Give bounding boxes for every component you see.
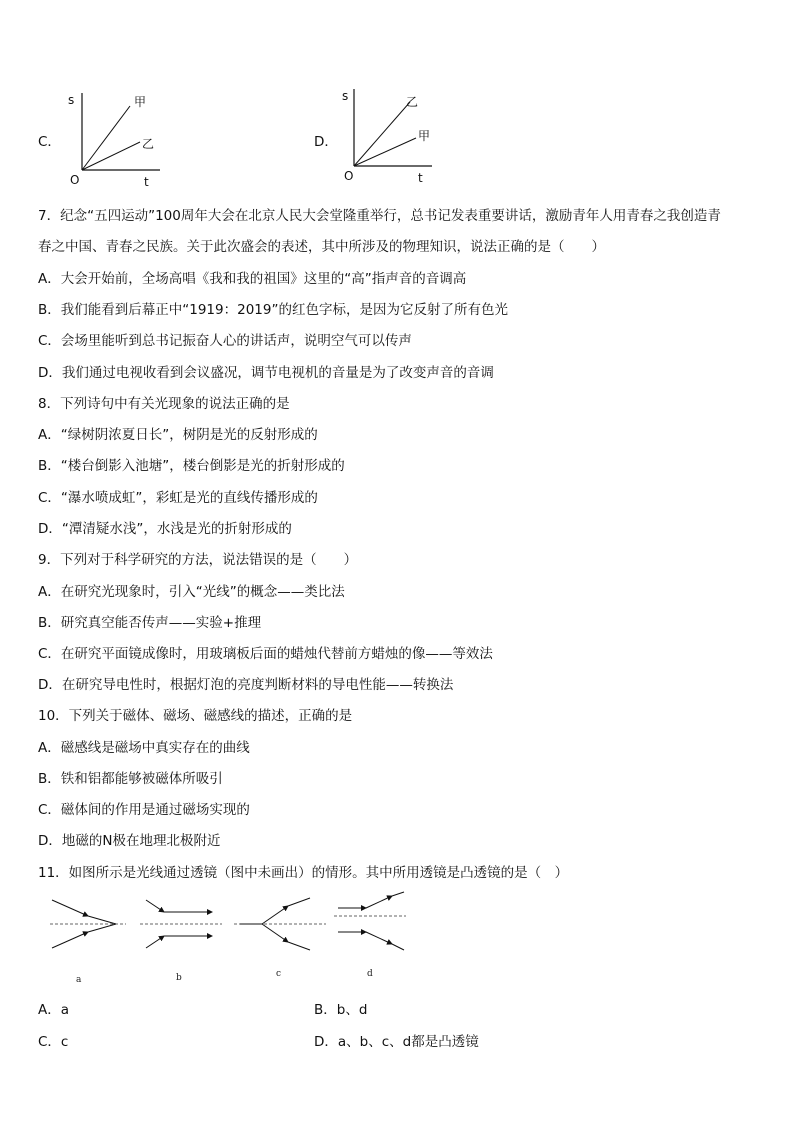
q8-option-a: A．“绿树阴浓夏日长”，树阴是光的反射形成的 xyxy=(38,427,318,443)
q9-stem: 9．下列对于科学研究的方法，说法错误的是（ ） xyxy=(38,552,358,568)
q7-option-d: D．我们通过电视收看到会议盛况，调节电视机的音量是为了改变声音的音调 xyxy=(38,365,494,381)
q7-option-c: C．会场里能听到总书记振奋人心的讲话声，说明空气可以传声 xyxy=(38,333,412,349)
figure-b-label: b xyxy=(176,973,182,983)
origin-label: O xyxy=(344,169,354,183)
figure-a-label: a xyxy=(76,975,82,985)
lens-diagram-a xyxy=(50,900,126,985)
figure-d-label: d xyxy=(367,969,373,979)
q10-option-c: C．磁体间的作用是通过磁场实现的 xyxy=(38,802,250,818)
q6-option-d-letter: D． xyxy=(314,134,338,150)
axis-t-label: t xyxy=(144,175,149,189)
q10-option-d: D．地磁的N极在地理北极附近 xyxy=(38,833,221,849)
q11-stem: 11．如图所示是光线通过透镜（图中未画出）的情形。其中所用透镜是凸透镜的是（ ） xyxy=(38,865,569,881)
q9-option-c: C．在研究平面镜成像时，用玻璃板后面的蜡烛代替前方蜡烛的像——等效法 xyxy=(38,646,493,662)
q10-option-a: A．磁感线是磁场中真实存在的曲线 xyxy=(38,740,250,756)
q9-option-a: A．在研究光现象时，引入“光线”的概念——类比法 xyxy=(38,584,345,600)
figure-c-label: c xyxy=(276,969,282,979)
q11-option-a: A．a xyxy=(38,1002,70,1018)
q11-option-c: C．c xyxy=(38,1034,69,1050)
q7-stem-line1: 7．纪念“五四运动”100周年大会在北京人民大会堂隆重举行，总书记发表重要讲话，激励青年人用青春之我创造青 xyxy=(38,208,721,224)
q7-option-a: A．大会开始前，全场高唱《我和我的祖国》这里的“高”指声音的音调高 xyxy=(38,271,467,287)
q11-option-b: B．b、d xyxy=(314,1002,368,1018)
q7-option-b: B．我们能看到后幕正中“1919：2019”的红色字标，是因为它反射了所有色光 xyxy=(38,302,508,318)
q9-option-b: B．研究真空能否传声——实验+推理 xyxy=(38,615,262,631)
line-jia-label: 甲 xyxy=(418,129,431,143)
origin-label: O xyxy=(70,173,80,187)
axis-s-label: s xyxy=(342,89,349,103)
lens-diagram-d xyxy=(334,892,406,979)
q8-option-c: C．“瀑水喷成虹”，彩虹是光的直线传播形成的 xyxy=(38,490,318,506)
q8-option-b: B．“楼台倒影入池塘”，楼台倒影是光的折射形成的 xyxy=(38,458,345,474)
q6-option-c-graph xyxy=(60,88,170,193)
line-yi-label: 乙 xyxy=(406,95,419,109)
q11-option-d: D．a、b、c、d都是凸透镜 xyxy=(314,1034,479,1050)
q10-option-b: B．铁和铝都能够被磁体所吸引 xyxy=(38,771,223,787)
q8-stem: 8．下列诗句中有关光现象的说法正确的是 xyxy=(38,396,290,412)
q6-option-d-graph xyxy=(334,84,444,189)
q6-option-c-letter: C． xyxy=(38,134,61,150)
axis-t-label: t xyxy=(418,171,423,185)
line-jia-label: 甲 xyxy=(134,95,147,109)
lens-diagram-c xyxy=(234,898,326,979)
lens-diagram-b xyxy=(140,900,222,983)
axis-s-label: s xyxy=(68,93,75,107)
q9-option-d: D．在研究导电性时，根据灯泡的亮度判断材料的导电性能——转换法 xyxy=(38,677,454,693)
q11-lens-figure xyxy=(44,892,414,987)
q8-option-d: D．“潭清疑水浅”，水浅是光的折射形成的 xyxy=(38,521,292,537)
q10-stem: 10．下列关于磁体、磁场、磁感线的描述，正确的是 xyxy=(38,708,353,724)
line-yi-label: 乙 xyxy=(142,137,155,151)
q7-stem-line2: 春之中国、青春之民族。关于此次盛会的表述，其中所涉及的物理知识，说法正确的是（ ） xyxy=(38,239,605,255)
